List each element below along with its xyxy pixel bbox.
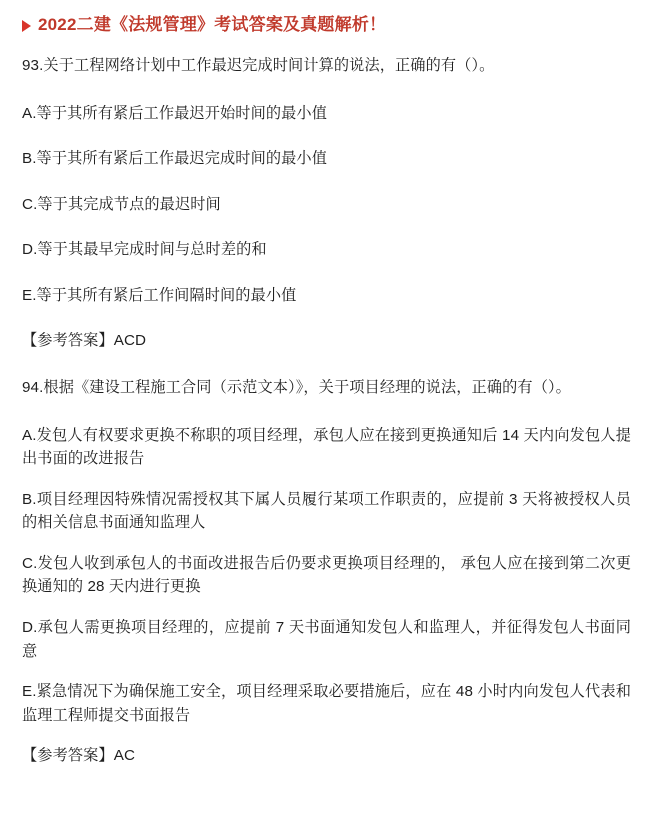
- page-title: [22, 14, 631, 36]
- option-a: A.发包人有权要求更换不称职的项目经理，承包人应在接到更换通知后 14 天内向发包人提出书面的改进报告: [22, 426, 631, 468]
- option-b: B.项目经理因特殊情况需授权其下属人员履行某项工作职责的，应提前 3 天将被授权人员的相关信息书面通知监理人: [22, 490, 631, 532]
- option-a: A.等于其所有紧后工作最迟开始时间的最小值: [22, 104, 328, 122]
- option-b: B.等于其所有紧后工作最迟完成时间的最小值: [22, 150, 328, 168]
- option-d: D.承包人需更换项目经理的，应提前 7 天书面通知发包人和监理人，并征得发包人书面同意: [22, 618, 631, 660]
- option-c: C.等于其完成节点的最迟时间: [22, 195, 221, 213]
- triangle-right-icon: [22, 20, 31, 32]
- question-94: [22, 376, 631, 768]
- question-93: [22, 54, 631, 353]
- page-title-text: 2022二建《法规管理》考试答案及真题解析！: [38, 15, 387, 34]
- option-e: E.紧急情况下为确保施工安全，项目经理采取必要措施后，应在 48 小时内向发包人代表和监理工程师提交书面报告: [22, 683, 631, 724]
- option-e: E.等于其所有紧后工作间隔时间的最小值: [22, 286, 297, 304]
- reference-answer: 【参考答案】AC: [22, 747, 136, 765]
- option-c: C.发包人收到承包人的书面改进报告后仍要求更换项目经理的， 承包人应在接到第二次更换通知的 28 天内进行更换: [22, 554, 631, 596]
- option-d: D.等于其最早完成时间与总时差的和: [22, 241, 267, 259]
- question-stem: 94.根据《建设工程施工合同（示范文本）》，关于项目经理的说法，正确的有（）。: [22, 379, 571, 397]
- question-stem: 93.关于工程网络计划中工作最迟完成时间计算的说法，正确的有（）。: [22, 57, 495, 75]
- reference-answer: 【参考答案】ACD: [22, 332, 147, 350]
